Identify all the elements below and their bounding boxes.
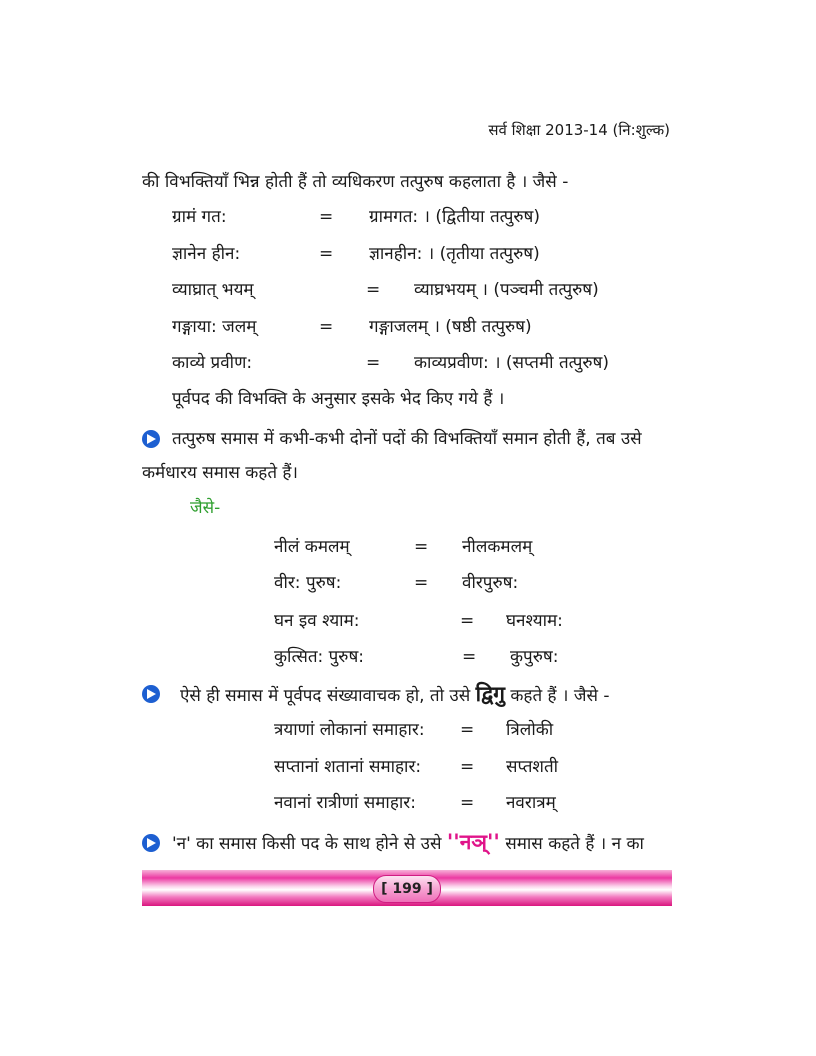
example-right: ग्रामगत: । (द्वितीया तत्पुरुष) xyxy=(369,207,541,227)
dvigu-line-post: कहते हैं । जैसे - xyxy=(510,686,610,706)
example-right: घनश्याम: xyxy=(506,611,563,631)
example-right: कुपुरुष: xyxy=(510,647,559,667)
example-left: नवानां रात्रीणां समाहार: xyxy=(274,793,416,813)
example-left: कुत्सित: पुरुष: xyxy=(274,647,365,667)
example-left: सप्तानां शतानां समाहार: xyxy=(274,757,422,777)
example-left: व्याघ्रात् भयम् xyxy=(172,280,254,300)
example-right: त्रिलोकी xyxy=(506,720,554,740)
example-left: घन इव श्याम: xyxy=(274,611,360,631)
equals-sign: = xyxy=(319,244,334,264)
arrow-bullet-icon xyxy=(142,430,160,448)
example-right: गङ्गाजलम् । (षष्ठी तत्पुरुष) xyxy=(369,317,532,337)
equals-sign: = xyxy=(460,720,475,740)
karmadharaya-line-2: कर्मधारय समास कहते हैं। xyxy=(142,463,298,483)
page-header: सर्व शिक्षा 2013-14 (नि:शुल्क) xyxy=(488,121,670,139)
arrow-bullet-icon xyxy=(142,685,160,703)
example-left: त्रयाणां लोकानां समाहार: xyxy=(274,720,425,740)
equals-sign: = xyxy=(462,647,477,667)
karmadharaya-line-1: तत्पुरुष समास में कभी-कभी दोनों पदों की विभक्तियाँ समान होती हैं, तब उसे xyxy=(172,429,642,449)
dvigu-line xyxy=(180,683,609,707)
example-right: ज्ञानहीन: । (तृतीया तत्पुरुष) xyxy=(369,244,540,264)
equals-sign: = xyxy=(460,757,475,777)
equals-sign: = xyxy=(414,573,429,593)
intro-line: की विभक्तियाँ भिन्न होती हैं तो व्यधिकरण तत्पुरुष कहलाता है । जैसे - xyxy=(142,172,569,192)
example-left: ग्रामं गत: xyxy=(172,207,227,227)
example-right: सप्तशती xyxy=(506,757,559,777)
equals-sign: = xyxy=(460,793,475,813)
equals-sign: = xyxy=(319,207,334,227)
dvigu-term: द्विगु xyxy=(475,682,505,706)
equals-sign: = xyxy=(460,611,475,631)
example-right: वीरपुरुष: xyxy=(462,573,519,593)
nanj-line-pre: 'न' का समास किसी पद के साथ होने से उसे xyxy=(172,834,442,854)
dvigu-line-pre: ऐसे ही समास में पूर्वपद संख्यावाचक हो, तो उसे xyxy=(180,686,471,706)
nanj-term: ''नञ्'' xyxy=(446,830,500,854)
equals-sign: = xyxy=(366,353,381,373)
example-left: नीलं कमलम् xyxy=(274,537,350,557)
example-left: काव्ये प्रवीण: xyxy=(172,353,253,373)
nanj-line xyxy=(172,831,644,855)
equals-sign: = xyxy=(414,537,429,557)
equals-sign: = xyxy=(366,280,381,300)
page-number: [ 199 ] xyxy=(373,875,441,903)
example-left: वीर: पुरुष: xyxy=(274,573,342,593)
equals-sign: = xyxy=(319,317,334,337)
example-right: व्याघ्रभयम् । (पञ्चमी तत्पुरुष) xyxy=(414,280,599,300)
example-left: गङ्गाया: जलम् xyxy=(172,317,257,337)
example-left: ज्ञानेन हीन: xyxy=(172,244,241,264)
jaise-label: जैसे- xyxy=(190,498,221,518)
example-right: काव्यप्रवीण: । (सप्तमी तत्पुरुष) xyxy=(414,353,610,373)
purvapad-note: पूर्वपद की विभक्ति के अनुसार इसके भेद किए गये हैं । xyxy=(172,389,505,409)
arrow-bullet-icon xyxy=(142,834,160,852)
example-right: नीलकमलम् xyxy=(462,537,533,557)
nanj-line-post: समास कहते हैं । न का xyxy=(505,834,644,854)
example-right: नवरात्रम् xyxy=(506,793,556,813)
